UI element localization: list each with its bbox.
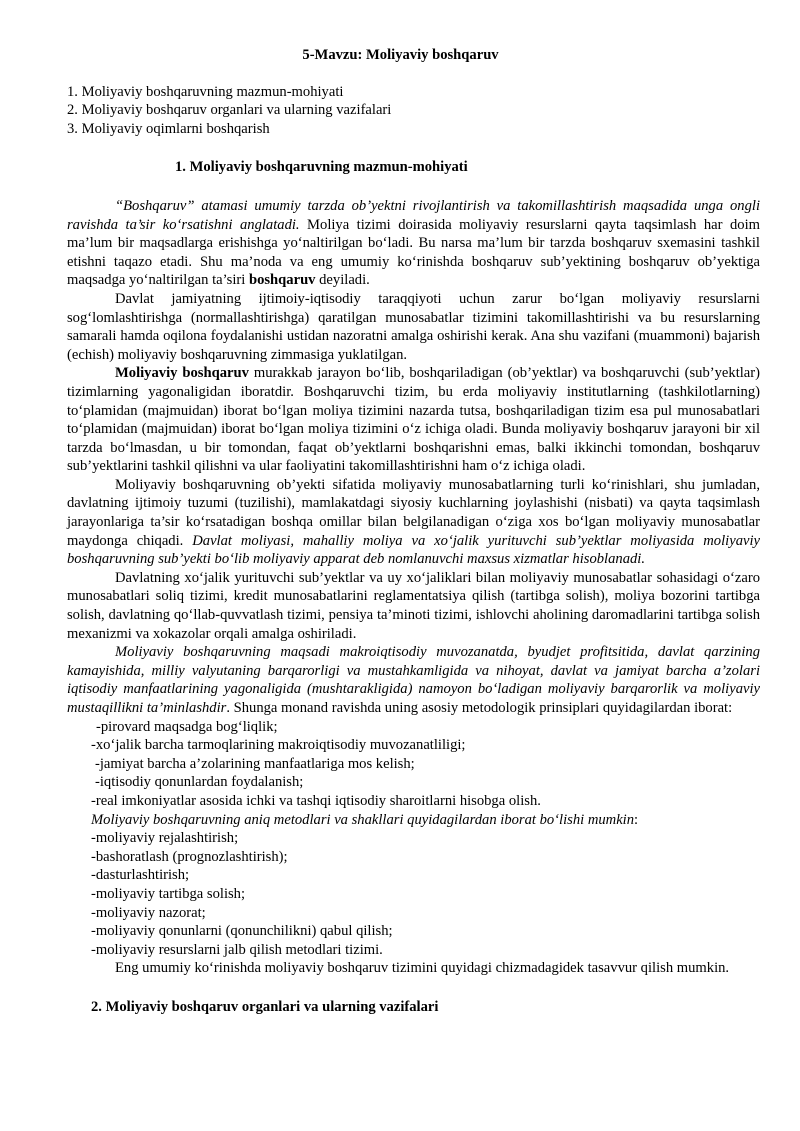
- table-of-contents: [67, 83, 760, 139]
- bold-term: Moliyaviy boshqaruv: [115, 365, 249, 382]
- paragraph: Davlat jamiyatning ijtimoiy-iqtisodiy taraqqiyoti uchun zarur bo‘lgan moliyaviy resurslarni sog‘lomlashtirishga (normallashtirishga) qaratilgan munosabatlar tizimini takomillashtirishi va bu resurslarning samarali hamda oqilona foydalanishi ustidan nazoratni amalga oshirishi kerak. Ana shu vazifani (muammoni) bajarish (echish) moliyaviy boshqaruvning zimmasiga yuklatilgan.: [67, 290, 760, 363]
- italic-definition: “Boshqaruv” atamasi umumiy tarzda ob’yektni rivojlantirish va takomillashtirish maqsadida unga ongli ravishda ta’sir ko‘rsatishni anglatadi.: [67, 197, 760, 233]
- toc-item: 3. Moliyaviy oqimlarni boshqarish: [67, 120, 270, 137]
- list-item: -moliyaviy nazorat;: [91, 904, 206, 921]
- list-item: -dasturlashtirish;: [91, 867, 190, 884]
- list-item: -moliyaviy resurslarni jalb qilish metodlari tizimi.: [91, 941, 383, 958]
- principles-list: [67, 718, 760, 811]
- section-heading: 1. Moliyaviy boshqaruvning mazmun-mohiyati: [175, 159, 468, 176]
- toc-item: 1. Moliyaviy boshqaruvning mazmun-mohiyati: [67, 83, 344, 100]
- paragraph: [67, 364, 760, 476]
- italic-statement: Moliyaviy boshqaruvning aniq metodlari va shakllari quyidagilardan iborat bo‘lishi mumkin: [91, 811, 635, 828]
- methods-list: [67, 829, 760, 959]
- paragraph-text: murakkab jarayon bo‘lib, boshqariladigan (ob’yektlar) va boshqaruvchi (sub’yektlar) tizimlarning yagonaligidan iboratdir. Boshqaruvchi tizim, bu erda moliyaviy institutlarning (tashkilotlarning) to‘plamidan (majmuidan) iborat bo‘lgan moliya tizimini nazarda tutsa, boshqariladigan tizim esa pul munosabatlari to‘plamidan (majmuidan) iborat bo‘lgan moliya tizimini o‘z ichiga oladi. Bunda moliyaviy boshqaruv jarayoni bir xil tarzda bo‘lmasdan, u bir tomondan, faqat ob’yektlarni boshqarishni emas, balki ikkinchi tomondan, boshqaruv sub’yektlarini tashkil qilishni va ular faoliyatini takomillashtirishni ham o‘z ichiga oladi.: [67, 365, 761, 475]
- list-item: -moliyaviy qonunlarni (qonunchilikni) qabul qilish;: [91, 923, 393, 940]
- section-heading: 2. Moliyaviy boshqaruv organlari va ularning vazifalari: [91, 998, 439, 1015]
- paragraph-text: Moliya tizimi doirasida moliyaviy resurslarni qayta taqsimlash har doim ma’lum bir maqsadlarga erishishga yo‘naltirilgan bo‘ladi. Bu narsa ma’lum bir tarzda boshqaruv sxemasini tashkil etishni taqazo etadi. Shu ma’noda va eng umumiy ko‘rinishda boshqaruv sub’yektining boshqaruv ob’yektiga maqsadga yo‘naltirilgan ta’siri: [67, 216, 760, 289]
- page-title: 5-Mavzu: Moliyaviy boshqaruv: [302, 47, 499, 63]
- paragraph: [67, 476, 760, 569]
- paragraph: [67, 197, 760, 290]
- paragraph-text: :: [634, 811, 639, 828]
- list-item: -bashoratlash (prognozlashtirish);: [91, 848, 288, 865]
- toc-item: 2. Moliyaviy boshqaruv organlari va ularning vazifalari: [67, 102, 392, 119]
- bold-term: boshqaruv: [248, 272, 316, 289]
- italic-statement: Moliyaviy boshqaruvning maqsadi makroiqtisodiy muvozanatda, byudjet profitsitida, davlat qarzining kamayishida, milliy valyutaning barqarorligi va mustahkamligida va nihoyat, davlat va jamiyat barcha a’zolari iqtisodiy manfaatlarining yagonaligida (mushtarakligida) namoyon bo‘ladigan moliyaviy barqarorlik va moliyaviy mustaqillikni ta’minlashdir: [67, 644, 760, 716]
- list-item: -pirovard maqsadga bog‘liqlik;: [96, 718, 278, 735]
- italic-statement: Davlat moliyasi, mahalliy moliya va xo‘jalik yurituvchi sub’yektlar moliyasida moliyaviy boshqaruvning sub’yekti bo‘lib moliyaviy apparat deb nomlanuvchi maxsus xizmatlar hisoblanadi.: [67, 532, 760, 568]
- paragraph: Eng umumiy ko‘rinishda moliyaviy boshqaruv tizimini quyidagi chizmadagidek tasavvur qilish mumkin.: [115, 960, 730, 977]
- paragraph-text: . Shunga monand ravishda uning asosiy metodologik prinsiplari quyidagilardan iborat:: [226, 700, 733, 716]
- list-item: -jamiyat barcha a’zolarining manfaatlariga mos kelish;: [95, 755, 415, 772]
- list-item: -moliyaviy tartibga solish;: [91, 885, 246, 902]
- list-item: -moliyaviy rejalashtirish;: [91, 830, 239, 847]
- paragraph: Davlatning xo‘jalik yurituvchi sub’yektlar va uy xo‘jaliklari bilan moliyaviy munosabatlar sohasidagi o‘zaro munosabatlari soliq tizimi, kredit munosabatlarini reglamentatsiya qilish (tartibga solish), moliya bozorini tartibga solish, davlatning qo‘llab-quvvatlash tizimi, pensiya ta’minoti tizimi, ishlovchi aholining daromadlarini tartibga solish mexanizmi va xokazolar orqali amalga oshiriladi.: [67, 569, 760, 642]
- paragraph: [67, 643, 760, 717]
- list-item: -real imkoniyatlar asosida ichki va tashqi iqtisodiy sharoitlarni hisobga olish.: [91, 792, 541, 809]
- paragraph-text: Moliyaviy boshqaruvning ob’yekti sifatida moliyaviy munosabatlarning turli ko‘rinishlari, shu jumladan, davlatning ijtimoiy tuzumi (tuzilishi), mamlakatdagi siyosiy kuchlarning joylashishi (nisbati) va qayta taqsimlash jarayonlariga ta’sir ko‘rsatadigan boshqa omillar bilan belgilanadigan o‘ziga xos bo‘lgan moliyaviy munosabatlar maydonga chiqadi.: [67, 476, 760, 549]
- list-item: -xo‘jalik barcha tarmoqlarining makroiqtisodiy muvozanatliligi;: [91, 737, 466, 754]
- paragraph-text: deyiladi.: [315, 272, 370, 289]
- list-item: -iqtisodiy qonunlardan foydalanish;: [95, 774, 304, 791]
- methods-intro: [67, 811, 760, 830]
